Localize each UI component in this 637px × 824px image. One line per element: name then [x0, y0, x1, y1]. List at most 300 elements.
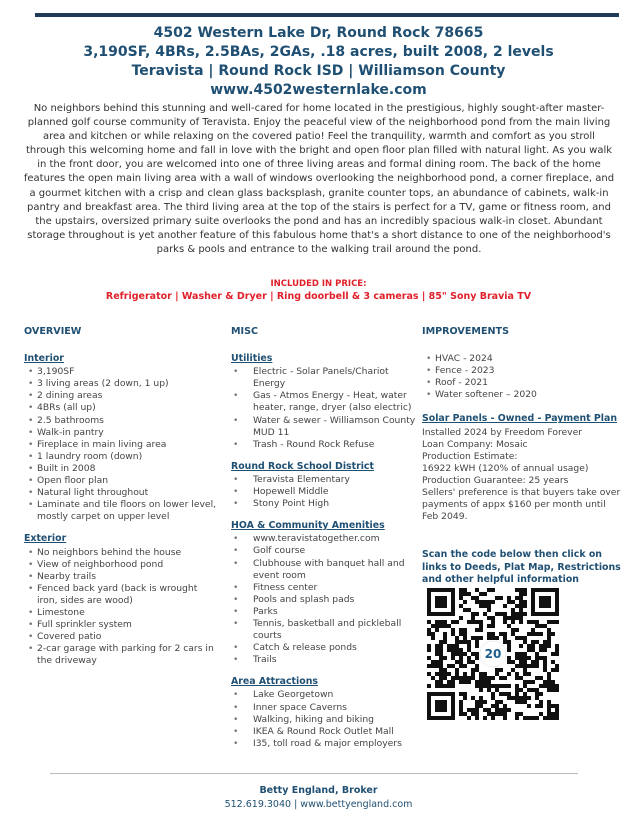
qr-module — [479, 636, 483, 640]
qr-module — [535, 620, 539, 624]
qr-module — [435, 628, 439, 632]
qr-module — [547, 688, 551, 692]
qr-module — [507, 596, 511, 600]
qr-module — [475, 644, 479, 648]
qr-module — [519, 712, 523, 716]
qr-module — [487, 588, 491, 592]
qr-module — [499, 684, 503, 688]
qr-module — [459, 604, 463, 608]
qr-module — [495, 612, 499, 616]
qr-module — [507, 696, 511, 700]
qr-module — [499, 668, 503, 672]
footer — [0, 784, 637, 812]
qr-module — [515, 676, 519, 680]
qr-module — [511, 608, 515, 612]
qr-module — [523, 668, 527, 672]
qr-module — [519, 592, 523, 596]
list-item: • Roof - 2021 — [422, 377, 622, 389]
list-item: • Trails — [231, 654, 416, 666]
qr-module — [435, 664, 439, 668]
qr-module — [475, 700, 479, 704]
qr-module — [459, 588, 463, 592]
qr-module — [455, 660, 459, 664]
qr-module — [499, 676, 503, 680]
qr-module — [435, 620, 439, 624]
improvements-list — [422, 353, 622, 401]
qr-module — [523, 696, 527, 700]
qr-module — [511, 660, 515, 664]
qr-module — [491, 636, 495, 640]
qr-module — [427, 628, 431, 632]
qr-module — [431, 624, 435, 628]
list-item: • Stony Point High — [231, 498, 416, 510]
qr-module — [459, 680, 463, 684]
list-item: • Covered patio — [24, 631, 220, 643]
qr-module — [535, 624, 539, 628]
qr-module — [503, 676, 507, 680]
list-item: • Open floor plan — [24, 475, 220, 487]
qr-module — [535, 656, 539, 660]
qr-module — [471, 620, 475, 624]
qr-module — [539, 624, 543, 628]
qr-module — [459, 648, 463, 652]
qr-module — [551, 680, 555, 684]
qr-module — [427, 648, 431, 652]
qr-module — [487, 636, 491, 640]
qr-module — [463, 628, 467, 632]
list-item: • Teravista Elementary — [231, 474, 416, 486]
qr-module — [539, 656, 543, 660]
qr-module — [483, 716, 487, 720]
qr-module — [471, 612, 475, 616]
qr-module — [535, 692, 539, 696]
list-item: • Pools and splash pads — [231, 594, 416, 606]
qr-module — [531, 628, 535, 632]
included-in-price — [0, 278, 637, 304]
qr-module — [451, 664, 455, 668]
qr-module — [475, 664, 479, 668]
qr-module — [551, 660, 555, 664]
qr-module — [443, 620, 447, 624]
detail-line: Loan Company: Mosaic — [422, 438, 528, 450]
qr-module — [507, 692, 511, 696]
qr-module — [491, 616, 495, 620]
qr-module — [511, 696, 515, 700]
qr-module — [503, 636, 507, 640]
qr-module — [523, 600, 527, 604]
qr-module — [519, 664, 523, 668]
exterior-title: Exterior — [24, 533, 67, 545]
list-item: • 2-car garage with parking for 2 cars in the driveway — [24, 643, 220, 667]
exterior-list — [24, 547, 220, 668]
qr-module — [515, 636, 519, 640]
qr-module — [467, 680, 471, 684]
qr-module — [503, 604, 507, 608]
detail-line: Production Estimate: — [422, 450, 518, 462]
qr-module — [555, 668, 559, 672]
qr-module — [491, 704, 495, 708]
qr-module — [431, 664, 435, 668]
broker-name: Betty England, Broker — [259, 785, 378, 796]
qr-module — [535, 632, 539, 636]
list-item: • Natural light throughout — [24, 487, 220, 499]
qr-module — [479, 696, 483, 700]
qr-module — [439, 668, 443, 672]
qr-module — [463, 600, 467, 604]
qr-module — [475, 652, 479, 656]
qr-module — [487, 624, 491, 628]
qr-module — [447, 644, 451, 648]
qr-module — [519, 652, 523, 656]
qr-module — [527, 648, 531, 652]
qr-module — [503, 620, 507, 624]
qr-module — [459, 708, 463, 712]
qr-module — [471, 712, 475, 716]
qr-module — [463, 652, 467, 656]
qr-module — [475, 684, 479, 688]
qr-module — [547, 628, 551, 632]
interior-list — [24, 366, 220, 523]
qr-module — [439, 640, 443, 644]
qr-module — [463, 640, 467, 644]
qr-module — [487, 616, 491, 620]
list-item: • 1 laundry room (down) — [24, 451, 220, 463]
qr-module — [479, 624, 483, 628]
list-item: • 4BRs (all up) — [24, 402, 220, 414]
qr-module — [499, 708, 503, 712]
qr-module — [479, 688, 483, 692]
qr-module — [507, 656, 511, 660]
list-item: • Nearby trails — [24, 571, 220, 583]
qr-module — [443, 636, 447, 640]
qr-module — [515, 652, 519, 656]
qr-module — [491, 676, 495, 680]
qr-module — [531, 688, 535, 692]
qr-module — [459, 632, 463, 636]
qr-module — [463, 692, 467, 696]
qr-module — [447, 684, 451, 688]
qr-module — [527, 696, 531, 700]
qr-module — [459, 664, 463, 668]
list-item: • Water softener – 2020 — [422, 389, 622, 401]
qr-module — [483, 600, 487, 604]
qr-module — [463, 680, 467, 684]
list-item: • Fence - 2023 — [422, 365, 622, 377]
detail-line: Sellers' preference is that buyers take over payments of appx $160 per month until Feb 2049. — [422, 487, 621, 523]
qr-module — [523, 700, 527, 704]
qr-module — [435, 652, 439, 656]
qr-module — [463, 712, 467, 716]
qr-module — [495, 668, 499, 672]
qr-module — [519, 696, 523, 700]
qr-module — [519, 608, 523, 612]
qr-module — [519, 620, 523, 624]
qr-module — [551, 684, 555, 688]
qr-module — [459, 628, 463, 632]
list-item: • Golf course — [231, 545, 416, 557]
qr-module — [443, 672, 447, 676]
qr-module — [511, 600, 515, 604]
qr-module — [459, 660, 463, 664]
qr-module — [483, 604, 487, 608]
qr-module — [451, 652, 455, 656]
qr-module — [507, 640, 511, 644]
listing-header — [0, 24, 637, 100]
qr-module — [467, 716, 471, 720]
qr-module — [443, 684, 447, 688]
qr-module — [539, 712, 543, 716]
qr-module — [487, 688, 491, 692]
qr-module — [459, 640, 463, 644]
qr-module — [439, 644, 443, 648]
qr-module — [439, 664, 443, 668]
qr-module — [475, 656, 479, 660]
qr-module — [471, 668, 475, 672]
qr-module — [435, 644, 439, 648]
qr-module — [503, 632, 507, 636]
qr-module — [523, 680, 527, 684]
qr-module — [487, 608, 491, 612]
qr-module — [539, 684, 543, 688]
qr-module — [459, 676, 463, 680]
qr-module — [487, 604, 491, 608]
qr-module — [459, 592, 463, 596]
qr-module — [551, 716, 555, 720]
qr-module — [499, 712, 503, 716]
qr-module — [447, 680, 451, 684]
top-rule — [35, 13, 619, 17]
qr-module — [511, 632, 515, 636]
qr-module — [463, 636, 467, 640]
qr-module — [463, 664, 467, 668]
qr-module — [427, 684, 431, 688]
qr-module — [475, 600, 479, 604]
qr-module — [515, 672, 519, 676]
utilities-list — [231, 366, 416, 451]
qr-module — [551, 688, 555, 692]
list-item: • Fenced back yard (back is wrought iron, sides are wood) — [24, 583, 220, 607]
qr-module — [515, 692, 519, 696]
qr-module — [547, 684, 551, 688]
qr-module — [479, 700, 483, 704]
qr-module — [523, 664, 527, 668]
qr-module — [475, 628, 479, 632]
qr-module — [495, 704, 499, 708]
qr-module — [507, 660, 511, 664]
qr-module — [531, 644, 535, 648]
qr-module — [479, 600, 483, 604]
qr-module — [507, 648, 511, 652]
overview-column — [24, 326, 220, 667]
qr-module — [487, 712, 491, 716]
qr-module — [507, 684, 511, 688]
qr-module — [547, 712, 551, 716]
list-item: • 3 living areas (2 down, 1 up) — [24, 378, 220, 390]
qr-module — [491, 692, 495, 696]
qr-module — [463, 632, 467, 636]
qr-module — [495, 636, 499, 640]
qr-module — [503, 616, 507, 620]
qr-module — [511, 612, 515, 616]
qr-module — [495, 712, 499, 716]
qr-module — [539, 644, 543, 648]
qr-module — [519, 700, 523, 704]
qr-module — [547, 708, 551, 712]
qr-code[interactable] — [427, 588, 559, 720]
qr-module — [555, 684, 559, 688]
qr-module — [483, 700, 487, 704]
qr-module — [535, 676, 539, 680]
qr-module — [459, 596, 463, 600]
qr-module — [543, 648, 547, 652]
qr-module — [543, 668, 547, 672]
address-line: 4502 Western Lake Dr, Round Rock 78665 — [153, 25, 484, 41]
hoa-list — [231, 533, 416, 666]
qr-module — [507, 616, 511, 620]
qr-module — [515, 628, 519, 632]
qr-module — [539, 692, 543, 696]
included-items: Refrigerator | Washer & Dryer | Ring doorbell & 3 cameras | 85" Sony Bravia TV — [105, 291, 532, 302]
scan-instructions: Scan the code below then click on links to Deeds, Plat Map, Restrictions and other helpful information — [422, 549, 621, 586]
qr-module — [479, 628, 483, 632]
qr-module — [531, 648, 535, 652]
qr-module — [543, 660, 547, 664]
qr-module — [439, 676, 443, 680]
qr-module — [451, 656, 455, 660]
qr-module — [535, 688, 539, 692]
qr-module — [479, 672, 483, 676]
qr-module — [451, 680, 455, 684]
detail-line: Installed 2024 by Freedom Forever — [422, 426, 583, 438]
qr-module — [539, 700, 543, 704]
qr-module — [487, 632, 491, 636]
qr-module — [491, 716, 495, 720]
detail-line: 16922 kWH (120% of annual usage) — [422, 462, 589, 474]
broker-contact: 512.619.3040 | www.bettyengland.com — [224, 799, 413, 810]
qr-module — [531, 632, 535, 636]
qr-module — [467, 660, 471, 664]
qr-module — [483, 680, 487, 684]
improvements-title: IMPROVEMENTS — [422, 326, 509, 337]
qr-module — [535, 660, 539, 664]
qr-module — [547, 636, 551, 640]
qr-module — [515, 712, 519, 716]
qr-module — [551, 620, 555, 624]
list-item: • Inner space Caverns — [231, 702, 416, 714]
qr-module — [523, 656, 527, 660]
qr-module — [519, 612, 523, 616]
qr-module — [455, 668, 459, 672]
qr-module — [535, 696, 539, 700]
qr-module — [511, 628, 515, 632]
qr-module — [551, 712, 555, 716]
qr-module — [515, 588, 519, 592]
qr-module — [503, 612, 507, 616]
qr-module — [551, 668, 555, 672]
qr-module — [451, 628, 455, 632]
qr-module — [459, 700, 463, 704]
list-item: • No neighbors behind the house — [24, 547, 220, 559]
qr-module — [543, 644, 547, 648]
qr-module — [535, 716, 539, 720]
qr-module — [519, 660, 523, 664]
qr-module — [427, 620, 431, 624]
list-item: • Built in 2008 — [24, 463, 220, 475]
qr-module — [535, 664, 539, 668]
school-district-title: Round Rock School District — [231, 460, 374, 472]
specs-line: 3,190SF, 4BRs, 2.5BAs, 2GAs, .18 acres, built 2008, 2 levels — [83, 44, 554, 60]
qr-module — [499, 632, 503, 636]
qr-module — [487, 600, 491, 604]
qr-module — [491, 600, 495, 604]
qr-module — [475, 716, 479, 720]
qr-module — [539, 648, 543, 652]
qr-module — [455, 620, 459, 624]
hoa-title: HOA & Community Amenities — [231, 520, 385, 532]
qr-module — [443, 668, 447, 672]
qr-module — [483, 684, 487, 688]
qr-module — [555, 620, 559, 624]
list-item: • Parks — [231, 606, 416, 618]
qr-module — [495, 708, 499, 712]
qr-module — [447, 648, 451, 652]
qr-module — [455, 648, 459, 652]
qr-module — [503, 708, 507, 712]
qr-module — [431, 660, 435, 664]
qr-module — [455, 672, 459, 676]
qr-module — [499, 596, 503, 600]
qr-module — [495, 596, 499, 600]
qr-module — [471, 636, 475, 640]
qr-module — [431, 676, 435, 680]
qr-module — [555, 708, 559, 712]
qr-module — [459, 704, 463, 708]
qr-module — [439, 656, 443, 660]
list-item: • Fireplace in main living area — [24, 439, 220, 451]
qr-module — [547, 700, 551, 704]
qr-module — [487, 680, 491, 684]
list-item: • Water & sewer - Williamson County MUD 11 — [231, 415, 416, 439]
qr-module — [471, 708, 475, 712]
qr-module — [475, 636, 479, 640]
qr-module — [435, 648, 439, 652]
qr-module — [503, 692, 507, 696]
list-item: • Electric - Solar Panels/Chariot Energy — [231, 366, 416, 390]
qr-module — [539, 704, 543, 708]
list-item: • Lake Georgetown — [231, 689, 416, 701]
qr-module — [515, 688, 519, 692]
qr-module — [455, 636, 459, 640]
qr-module — [475, 620, 479, 624]
qr-module — [515, 656, 519, 660]
qr-module — [495, 688, 499, 692]
qr-module — [555, 652, 559, 656]
qr-module — [455, 652, 459, 656]
qr-module — [547, 704, 551, 708]
qr-module — [439, 652, 443, 656]
qr-module — [451, 648, 455, 652]
qr-module — [475, 640, 479, 644]
qr-module — [491, 632, 495, 636]
qr-module — [439, 624, 443, 628]
qr-module — [523, 692, 527, 696]
qr-module — [439, 660, 443, 664]
qr-module — [435, 660, 439, 664]
area-list — [231, 689, 416, 749]
qr-module — [459, 656, 463, 660]
qr-module — [519, 676, 523, 680]
list-item: • Laminate and tile floors on lower level, mostly carpet on upper level — [24, 499, 220, 523]
